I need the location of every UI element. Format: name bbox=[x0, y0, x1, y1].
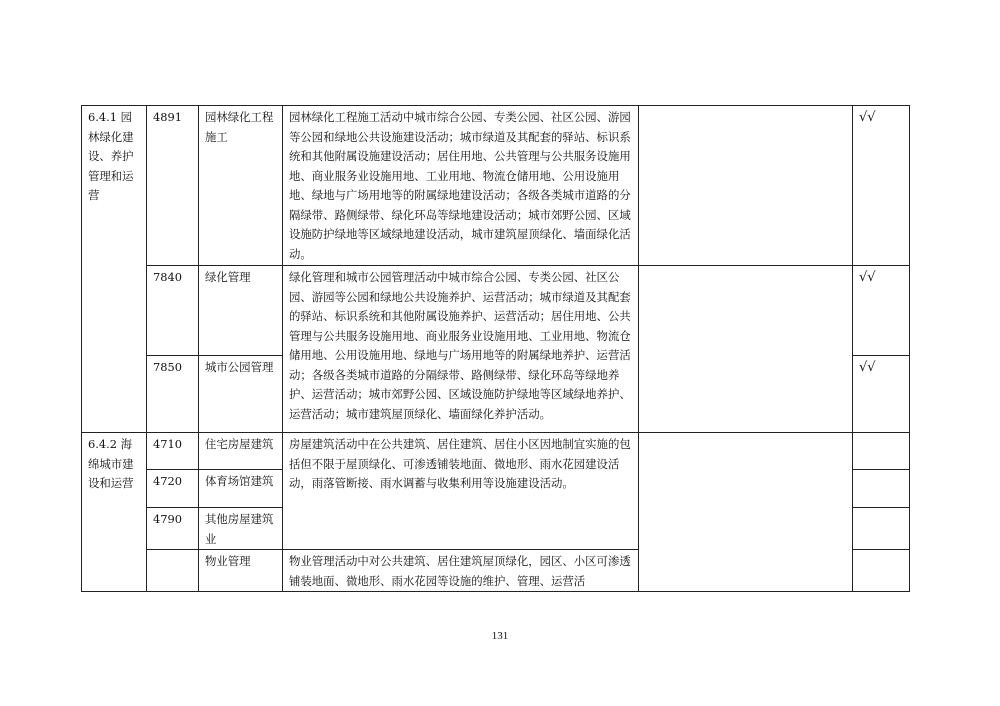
industry-code: 4720 bbox=[147, 470, 199, 508]
industry-code: 4710 bbox=[147, 433, 199, 470]
check-mark bbox=[853, 470, 910, 508]
blank-cell bbox=[639, 106, 853, 266]
description-cell: 物业管理活动中对公共建筑、居住建筑屋顶绿化，园区、小区可渗透铺装地面、微地形、雨水花园等设施的维护、管理、运营活 bbox=[283, 550, 639, 592]
industry-code bbox=[147, 550, 199, 592]
blank-cell bbox=[639, 433, 853, 592]
check-mark: √√ bbox=[853, 356, 910, 433]
industry-name: 绿化管理 bbox=[199, 266, 283, 356]
page-number: 131 bbox=[491, 630, 509, 642]
section-cell: 6.4.2 海绵城市建设和运营 bbox=[82, 433, 147, 592]
check-mark: √√ bbox=[853, 106, 910, 266]
description-cell: 绿化管理和城市公园管理活动中城市综合公园、专类公园、社区公园、游园等公园和绿地公共设施养护、运营活动；城市绿道及其配套的驿站、标识系统和其他附属设施养护、运营活动；居住用地、公共管理与公共服务设施用地、商业服务业设施用地、工业用地、物流仓储用地、公用设施用地、绿地与广场用地等的附属绿地养护、运营活动；各级各类城市道路的分隔绿带、路侧绿带、绿化环岛等绿地养护、运营活动；城市郊野公园、区域设施防护绿地等区域绿地养护、运营活动；城市建筑屋顶绿化、墙面绿化养护活动。 bbox=[283, 266, 639, 433]
table-row bbox=[82, 106, 910, 266]
check-mark: √√ bbox=[853, 266, 910, 356]
industry-code: 7850 bbox=[147, 356, 199, 433]
industry-code: 4790 bbox=[147, 508, 199, 550]
industry-code: 7840 bbox=[147, 266, 199, 356]
check-mark bbox=[853, 550, 910, 592]
classification-table bbox=[81, 105, 910, 592]
section-cell: 6.4.1 园林绿化建设、养护管理和运营 bbox=[82, 106, 147, 433]
check-mark bbox=[853, 433, 910, 470]
industry-name: 物业管理 bbox=[199, 550, 283, 592]
table-row bbox=[82, 433, 910, 470]
blank-cell bbox=[639, 266, 853, 433]
check-mark bbox=[853, 508, 910, 550]
industry-code: 4891 bbox=[147, 106, 199, 266]
description-cell: 房屋建筑活动中在公共建筑、居住建筑、居住小区因地制宜实施的包括但不限于屋顶绿化、可渗透铺装地面、微地形、雨水花园建设活动，雨落管断接、雨水调蓄与收集利用等设施建设活动。 bbox=[283, 433, 639, 550]
industry-name: 城市公园管理 bbox=[199, 356, 283, 433]
table-row bbox=[82, 266, 910, 356]
industry-name: 住宅房屋建筑 bbox=[199, 433, 283, 470]
industry-name: 体育场馆建筑 bbox=[199, 470, 283, 508]
industry-name: 其他房屋建筑业 bbox=[199, 508, 283, 550]
industry-name: 园林绿化工程施工 bbox=[199, 106, 283, 266]
description-cell: 园林绿化工程施工活动中城市综合公园、专类公园、社区公园、游园等公园和绿地公共设施建设活动；城市绿道及其配套的驿站、标识系统和其他附属设施建设活动；居住用地、公共管理与公共服务设施用地、商业服务业设施用地、工业用地、物流仓储用地、公用设施用地、绿地与广场用地等的附属绿地建设活动；各级各类城市道路的分隔绿带、路侧绿带、绿化环岛等绿地建设活动；城市郊野公园、区域设施防护绿地等区域绿地建设活动，城市建筑屋顶绿化、墙面绿化活动。 bbox=[283, 106, 639, 266]
